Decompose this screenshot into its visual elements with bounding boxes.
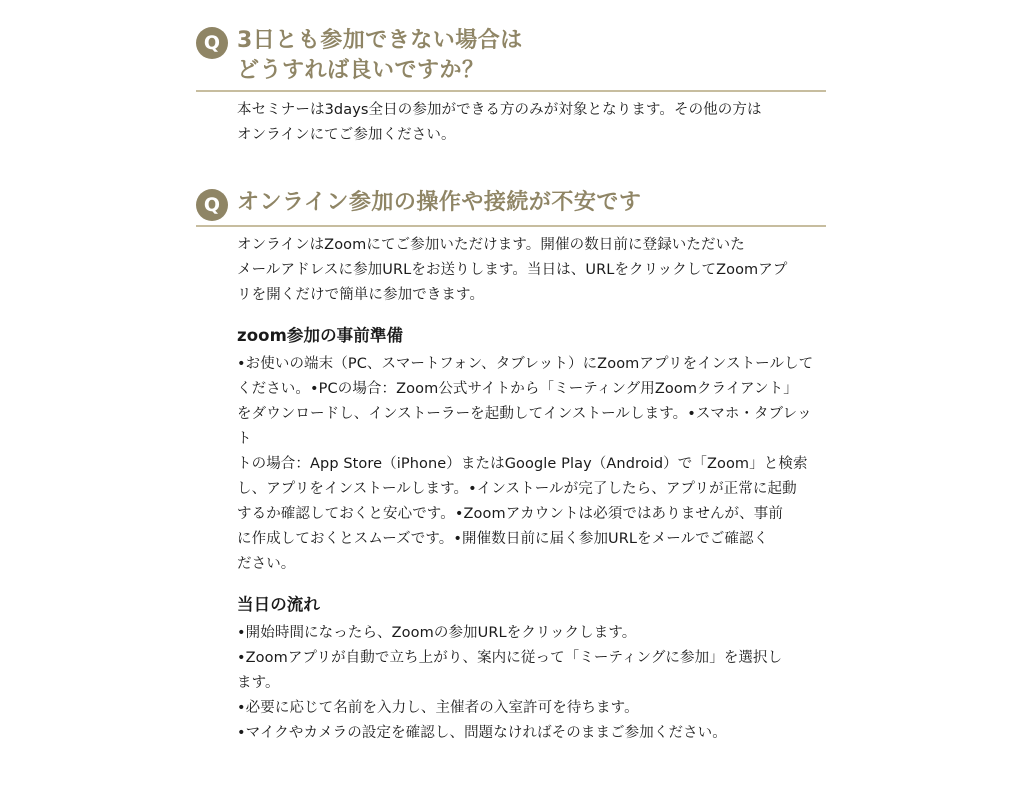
list-item: •必要に応じて名前を入力し、主催者の入室許可を待ちます。 [237, 700, 639, 716]
list-item: •マイクやカメラの設定を確認し、問題なければそのままご参加ください。 [237, 725, 727, 741]
answer [196, 98, 826, 148]
list-item: ます。 [237, 675, 280, 691]
prep-line: トの場合：App Store（iPhone）またはGoogle Play（Android）で「Zoom」と検索 [237, 456, 808, 472]
prep-text [237, 352, 826, 577]
question-title-line: どうすれば良いですか？ [237, 58, 485, 83]
faq-item-2 [196, 188, 826, 746]
flow-heading: 当日の流れ [237, 595, 320, 614]
prep-line: するか確認しておくと安心です。•Zoomアカウントは必須ではありませんが、事前 [237, 506, 783, 522]
prep-line: に作成しておくとスムーズです。•開催数日前に届く参加URLをメールでご確認く [237, 531, 769, 547]
question-title-line: 3日とも参加できない場合は [237, 28, 523, 53]
answer-line: オンラインはZoomにてご参加いただけます。開催の数日前に登録いただいた [237, 237, 745, 253]
faq-item-1 [196, 26, 826, 148]
question-header [196, 26, 826, 92]
answer-line: リを開くだけで簡単に参加できます。 [237, 287, 485, 303]
question-title [237, 188, 641, 218]
question-title [237, 26, 523, 86]
prep-line: ください。•PCの場合：Zoom公式サイトから「ミーティング用Zoomクライアント」 [237, 381, 798, 397]
q-badge-icon: Q [196, 189, 228, 221]
answer-line: 本セミナーは3days全日の参加ができる方のみが対象となります。その他の方は [237, 102, 762, 118]
answer [196, 233, 826, 746]
list-item: •開始時間になったら、Zoomの参加URLをクリックします。 [237, 625, 637, 641]
question-title-line: オンライン参加の操作や接続が不安です [237, 190, 642, 215]
answer-line: メールアドレスに参加URLをお送りします。当日は、URLをクリックしてZoomアプ [237, 262, 788, 278]
prep-line: をダウンロードし、インストーラーを起動してインストールします。•スマホ・タブレット [237, 406, 812, 447]
q-badge-icon: Q [196, 27, 228, 59]
question-header [196, 188, 826, 227]
flow-list [237, 621, 826, 746]
prep-heading: zoom参加の事前準備 [237, 326, 404, 345]
answer-line: オンラインにてご参加ください。 [237, 127, 456, 143]
prep-line: •お使いの端末（PC、スマートフォン、タブレット）にZoomアプリをインストールして [237, 356, 814, 372]
prep-line: ださい。 [237, 556, 296, 572]
prep-line: し、アプリをインストールします。•インストールが完了したら、アプリが正常に起動 [237, 481, 797, 497]
list-item: •Zoomアプリが自動で立ち上がり、案内に従って「ミーティングに参加」を選択し [237, 650, 783, 666]
